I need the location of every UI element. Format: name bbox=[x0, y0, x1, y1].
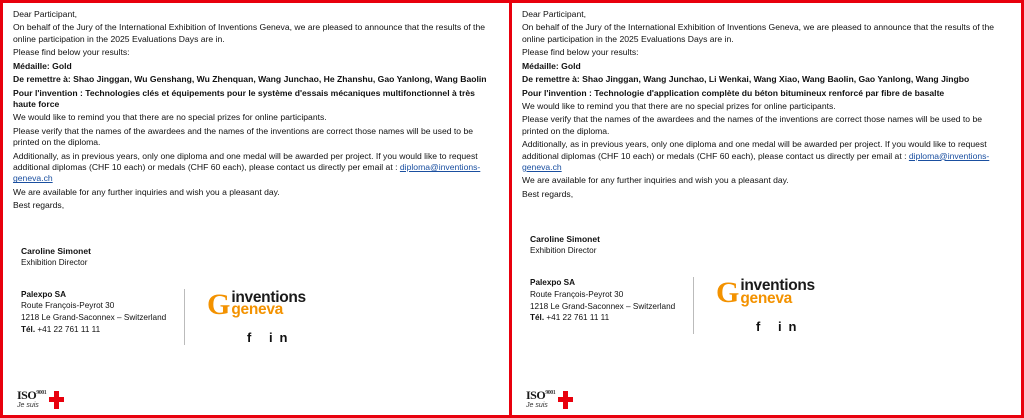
results-lead-in: Please find below your results: bbox=[13, 47, 130, 58]
additional-items-text: Additionally, as in previous years, only one diploma and one medal will be awarded per project. If you would like to request additional diplomas (CHF 10 each) or medals (CHF 60 each), please contact us directly per email at : bbox=[522, 139, 987, 161]
iso-standard-number: 9001 bbox=[545, 390, 556, 396]
footer-branding bbox=[694, 277, 815, 333]
inventions-geneva-logo bbox=[716, 276, 815, 310]
signature-role: Exhibition Director bbox=[530, 246, 597, 256]
footer-block bbox=[21, 289, 495, 345]
iso-certification-logo bbox=[17, 388, 64, 409]
logo-wordmark bbox=[740, 279, 815, 306]
footer-street: Route François-Peyrot 30 bbox=[21, 301, 115, 311]
verify-names-note: Please verify that the names of the awardees and the names of the inventions are correct those names will be used to be printed on the diploma. bbox=[522, 114, 983, 136]
invention-line: Pour l'invention : Technologies clés et équipements pour le système d'essais mécaniques multifonctionnel à très haute force bbox=[13, 87, 475, 109]
iso-text-group bbox=[17, 388, 46, 409]
greeting: Dear Participant, bbox=[13, 9, 78, 19]
iso-label: ISO bbox=[17, 388, 37, 402]
signature-role: Exhibition Director bbox=[21, 257, 88, 267]
footer-phone-value: +41 22 761 11 11 bbox=[37, 324, 101, 334]
no-special-prizes-note: We would like to remind you that there are no special prizes for online participants. bbox=[522, 100, 836, 111]
iso-sub-text: Je suis bbox=[526, 402, 548, 409]
footer-branding bbox=[185, 289, 306, 345]
footer-address bbox=[530, 277, 694, 333]
inquiries-note: We are available for any further inquiries and wish you a pleasant day. bbox=[13, 186, 280, 197]
logo-initial-icon: G bbox=[716, 276, 740, 310]
social-icons[interactable]: f in bbox=[756, 318, 804, 334]
letter-panel-left bbox=[3, 3, 512, 415]
signature-spacer bbox=[522, 202, 1007, 228]
signature-spacer bbox=[13, 214, 495, 240]
logo-line-geneva: geneva bbox=[740, 290, 792, 308]
iso-main-text bbox=[526, 388, 555, 403]
footer-city: 1218 Le Grand-Saconnex – Switzerland bbox=[21, 313, 167, 323]
diploma-email-link[interactable]: diploma@inventions-geneva.ch bbox=[522, 150, 990, 173]
closing: Best regards, bbox=[13, 200, 65, 211]
social-icons[interactable]: f in bbox=[247, 330, 295, 346]
iso-text-group bbox=[526, 388, 555, 409]
intro-paragraph: On behalf of the Jury of the International Exhibition of Inventions Geneva, we are pleased to announce that the results of the online participation in the 2025 Evaluations Days are in. bbox=[13, 22, 486, 44]
medal-line: Médaille: Gold bbox=[13, 60, 72, 71]
signature-block bbox=[530, 234, 1007, 255]
footer-address bbox=[21, 289, 185, 345]
inventions-geneva-logo bbox=[207, 287, 306, 321]
swiss-cross-icon bbox=[557, 391, 573, 409]
footer-company: Palexpo SA bbox=[21, 289, 67, 299]
footer-company: Palexpo SA bbox=[530, 278, 576, 288]
results-lead-in: Please find below your results: bbox=[522, 47, 639, 58]
invention-line: Pour l'invention : Technologie d'application complète du béton bitumineux renforcé par fibre de basalte bbox=[522, 87, 945, 98]
intro-paragraph: On behalf of the Jury of the International Exhibition of Inventions Geneva, we are pleased to announce that the results of the online participation in the 2025 Evaluations Days are in. bbox=[522, 22, 995, 44]
iso-standard-number: 9001 bbox=[36, 390, 47, 396]
letter-body-left bbox=[13, 9, 495, 212]
no-special-prizes-note: We would like to remind you that there are no special prizes for online participants. bbox=[13, 112, 327, 123]
medal-line: Médaille: Gold bbox=[522, 60, 581, 71]
iso-certification-logo bbox=[526, 388, 573, 409]
footer-phone bbox=[530, 312, 685, 324]
iso-sub-text: Je suis bbox=[17, 402, 39, 409]
additional-items-note bbox=[522, 139, 1007, 173]
footer-phone bbox=[21, 324, 176, 336]
inquiries-note: We are available for any further inquiries and wish you a pleasant day. bbox=[522, 175, 789, 186]
additional-items-note bbox=[13, 151, 495, 185]
signature-name: Caroline Simonet bbox=[21, 245, 91, 256]
footer-block bbox=[530, 277, 1007, 333]
closing: Best regards, bbox=[522, 188, 574, 199]
iso-logo-wrap bbox=[526, 388, 573, 409]
swiss-cross-icon bbox=[48, 391, 64, 409]
footer-city: 1218 Le Grand-Saconnex – Switzerland bbox=[530, 301, 676, 311]
footer-phone-value: +41 22 761 11 11 bbox=[546, 313, 610, 323]
signature-block bbox=[21, 246, 495, 267]
logo-line-geneva: geneva bbox=[231, 301, 283, 319]
logo-initial-icon: G bbox=[207, 287, 231, 321]
logo-wordmark bbox=[231, 288, 306, 319]
awardees-line: De remettre à: Shao Jinggan, Wu Genshang, Wu Zhenquan, Wang Junchao, He Zhanshu, Gao Yanlong, Wang Baolin bbox=[13, 74, 487, 85]
letter-panel-right bbox=[512, 3, 1021, 415]
letter-body-right bbox=[522, 9, 1007, 200]
additional-items-text: Additionally, as in previous years, only one diploma and one medal will be awarded per project. If you would like to request additional diplomas (CHF 10 each) or medals (CHF 60 each), please contact us directly per email at : bbox=[13, 150, 478, 173]
iso-main-text bbox=[17, 388, 46, 403]
footer-phone-label: Tél. bbox=[530, 313, 545, 323]
awardees-line: De remettre à: Shao Jinggan, Wang Junchao, Li Wenkai, Wang Xiao, Wang Baolin, Gao Yanlong, Wang Jingbo bbox=[522, 74, 970, 85]
footer-phone-label: Tél. bbox=[21, 324, 36, 334]
iso-logo-wrap bbox=[17, 388, 64, 409]
verify-names-note: Please verify that the names of the awardees and the names of the inventions are correct those names will be used to be printed on the diploma. bbox=[13, 125, 474, 148]
iso-label: ISO bbox=[526, 388, 546, 402]
logo-line-inventions: inventions bbox=[231, 288, 306, 306]
logo-line-inventions: inventions bbox=[740, 277, 815, 295]
footer-street: Route François-Peyrot 30 bbox=[530, 289, 624, 299]
diploma-email-link[interactable]: diploma@inventions-geneva.ch bbox=[13, 162, 481, 184]
greeting: Dear Participant, bbox=[522, 9, 587, 19]
signature-name: Caroline Simonet bbox=[530, 234, 600, 245]
